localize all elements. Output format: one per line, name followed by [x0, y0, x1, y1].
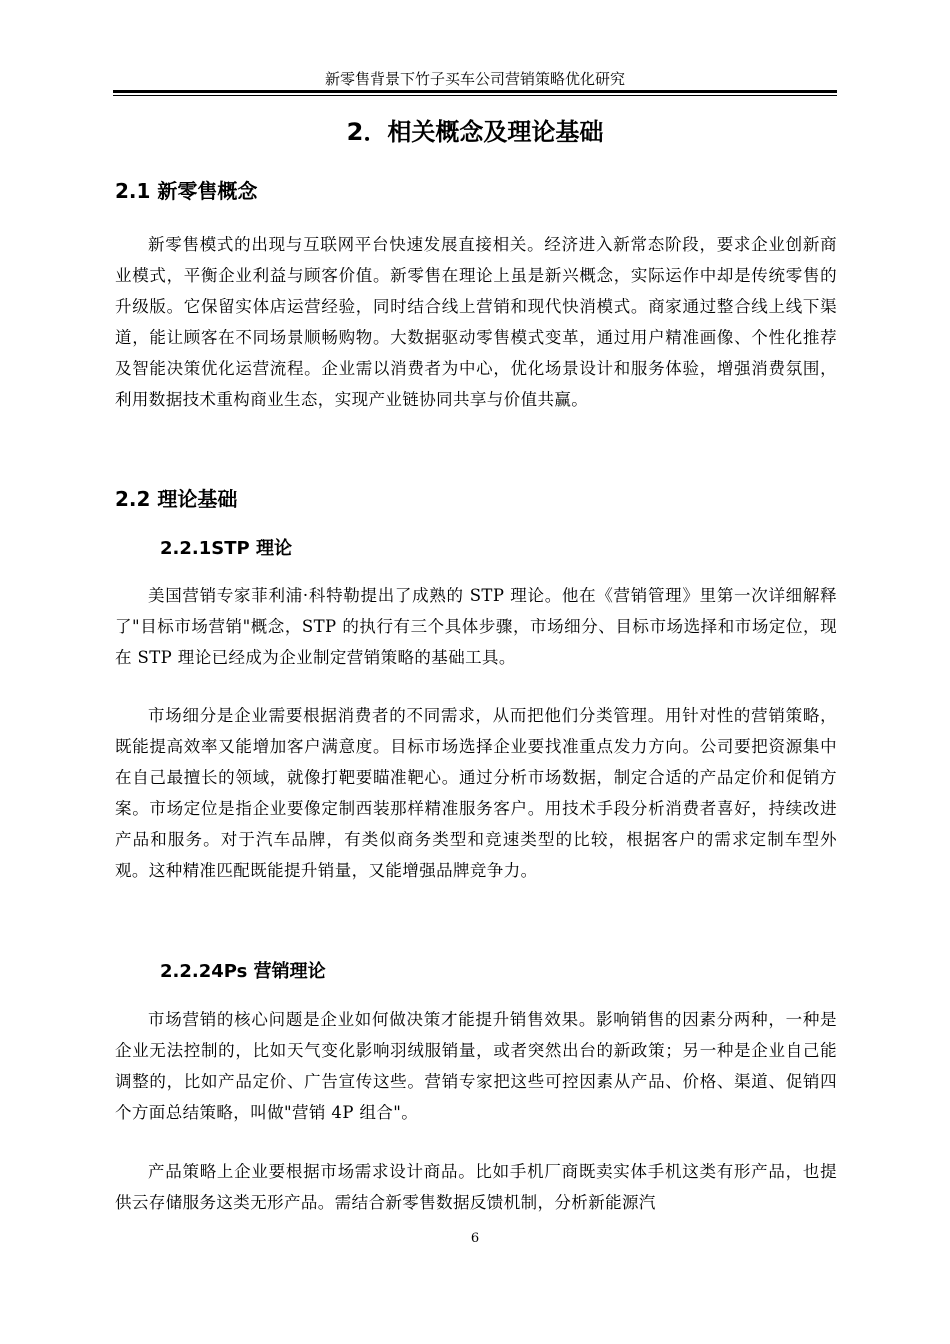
paragraph-product-strategy: 产品策略上企业要根据市场需求设计商品。比如手机厂商既卖实体手机这类有形产品，也提供云存储服务这类无形产品。需结合新零售数据反馈机制，分析新能源汽: [115, 1162, 837, 1212]
page-number: 6: [470, 1231, 480, 1246]
subsection-heading-2-2-2: 2.2.24Ps 营销理论: [160, 961, 326, 982]
header-rule-thin: [113, 95, 837, 96]
paragraph-4ps-intro: 市场营销的核心问题是企业如何做决策才能提升销售效果。影响销售的因素分两种，一种是企业无法控制的，比如天气变化影响羽绒服销量，或者突然出台的新政策；另一种是企业自己能调整的，比如产品定价、广告宣传这些。营销专家把这些可控因素从产品、价格、渠道、促销四个方面总结策略，叫做"营销 4P 组合"。: [115, 1010, 837, 1122]
chapter-title: 2．相关概念及理论基础: [346, 118, 604, 146]
paragraph-stp-detail: 市场细分是企业需要根据消费者的不同需求，从而把他们分类管理。用针对性的营销策略，既能提高效率又能增加客户满意度。目标市场选择企业要找准重点发力方向。公司要把资源集中在自己最擅长的领域，就像打靶要瞄准靶心。通过分析市场数据，制定合适的产品定价和促销方案。市场定位是指企业要像定制西装那样精准服务客户。用技术手段分析消费者喜好，持续改进产品和服务。对于汽车品牌，有类似商务类型和竞速类型的比较，根据客户的需求定制车型外观。这种精准匹配既能提升销量，又能增强品牌竞争力。: [115, 706, 837, 880]
section-heading-2-1: 2.1 新零售概念: [115, 179, 258, 203]
paragraph-stp-intro: 美国营销专家菲利浦·科特勒提出了成熟的 STP 理论。他在《营销管理》里第一次详细解释了"目标市场营销"概念，STP 的执行有三个具体步骤，市场细分、目标市场选择和市场定位，现在 STP 理论已经成为企业制定营销策略的基础工具。: [115, 586, 837, 667]
header-rule-thick: [113, 90, 837, 93]
paragraph-new-retail: 新零售模式的出现与互联网平台快速发展直接相关。经济进入新常态阶段，要求企业创新商业模式，平衡企业利益与顾客价值。新零售在理论上虽是新兴概念，实际运作中却是传统零售的升级版。它保留实体店运营经验，同时结合线上营销和现代快消模式。商家通过整合线上线下渠道，能让顾客在不同场景顺畅购物。大数据驱动零售模式变革，通过用户精准画像、个性化推荐及智能决策优化运营流程。企业需以消费者为中心，优化场景设计和服务体验，增强消费氛围，利用数据技术重构商业生态，实现产业链协同共享与价值共赢。: [115, 235, 837, 409]
running-header: 新零售背景下竹子买车公司营销策略优化研究: [324, 70, 625, 88]
section-heading-2-2: 2.2 理论基础: [115, 487, 238, 511]
subsection-heading-2-2-1: 2.2.1STP 理论: [160, 538, 292, 559]
